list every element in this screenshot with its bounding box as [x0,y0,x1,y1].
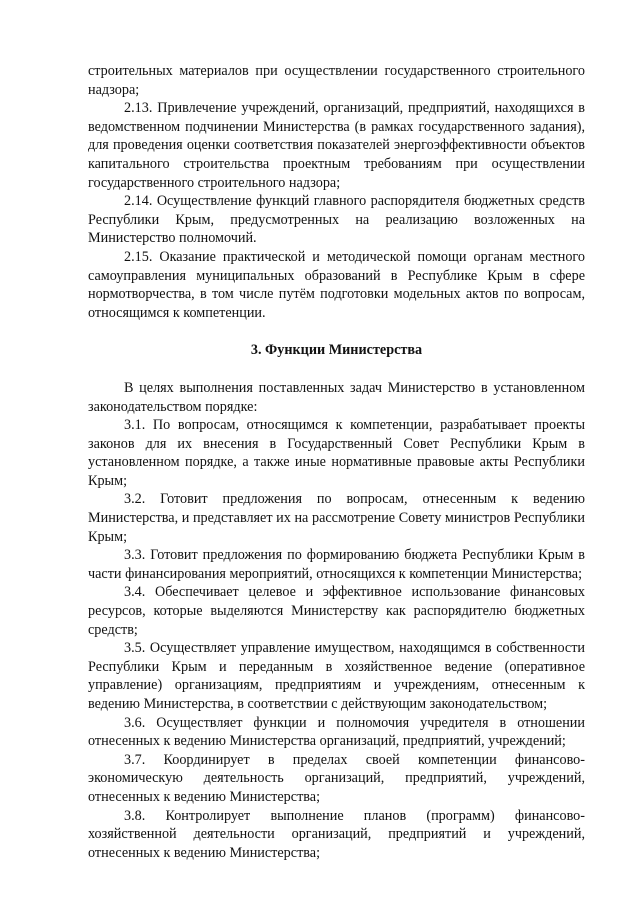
section-heading: 3. Функции Министерства [250,342,423,359]
paragraph-3-2: 3.2. Готовит предложения по вопросам, отнесенным к ведению Министерства, и представляет их на рассмотрение Совету министров Республики Крым; [88,491,585,545]
paragraph-continuation: строительных материалов при осуществлении государственного строительного надзора; [88,63,585,98]
paragraph-3-5: 3.5. Осуществляет управление имуществом, находящимся в собственности Республики Крым и переданным в хозяйственное ведение (оперативное управление) организациям, предприятиям и учреждениям, отнесенным к ведению Министерства, в соответствии с действующим законодательством; [88,640,585,712]
section-2-continuation [88,62,585,322]
document-body [88,62,585,862]
paragraph-3-4: 3.4. Обеспечивает целевое и эффективное использование финансовых ресурсов, которые выделяются Министерству как распорядителю бюджетных средств; [88,584,585,638]
section-3-body [88,379,585,862]
paragraph-3-7: 3.7. Координирует в пределах своей компетенции финансово-экономическую деятельность организаций, предприятий, учреждений, отнесенных к ведению Министерства; [88,751,585,805]
paragraph-3-6: 3.6. Осуществляет функции и полномочия учредителя в отношении отнесенных к ведению Министерства организаций, предприятий, учреждений; [88,714,585,750]
paragraph-3-3: 3.3. Готовит предложения по формированию бюджета Республики Крым в части финансирования мероприятий, относящихся к компетенции Министерства; [88,547,585,582]
paragraph-3-1: 3.1. По вопросам, относящимся к компетенции, разрабатывает проекты законов для их внесения в Государственный Совет Республики Крым в установленном порядке, а также иные нормативные правовые акты Республики Крым; [88,417,585,489]
paragraph-2-13: 2.13. Привлечение учреждений, организаций, предприятий, находящихся в ведомственном подчинении Министерства (в рамках государственного задания), для проведения оценки соответствия показателей энергоэффективности объектов капитального строительства проектным требованиям при осуществлении государственного строительного надзора; [88,100,585,191]
paragraph-2-14: 2.14. Осуществление функций главного распорядителя бюджетных средств Республики Крым, предусмотренных на реализацию возложенных на Министерство полномочий. [88,193,585,247]
paragraph-3-8: 3.8. Контролирует выполнение планов (программ) финансово-хозяйственной деятельности организаций, предприятий и учреждений, отнесенных к ведению Министерства; [88,807,585,861]
paragraph-intro: В целях выполнения поставленных задач Министерство в установленном законодательством порядке: [88,379,585,415]
paragraph-2-15: 2.15. Оказание практической и методической помощи органам местного самоуправления муниципальных образований в Республике Крым в сфере нормотворчества, в том числе путём подготовки модельных актов по вопросам, относящимся к компетенции. [88,248,585,321]
